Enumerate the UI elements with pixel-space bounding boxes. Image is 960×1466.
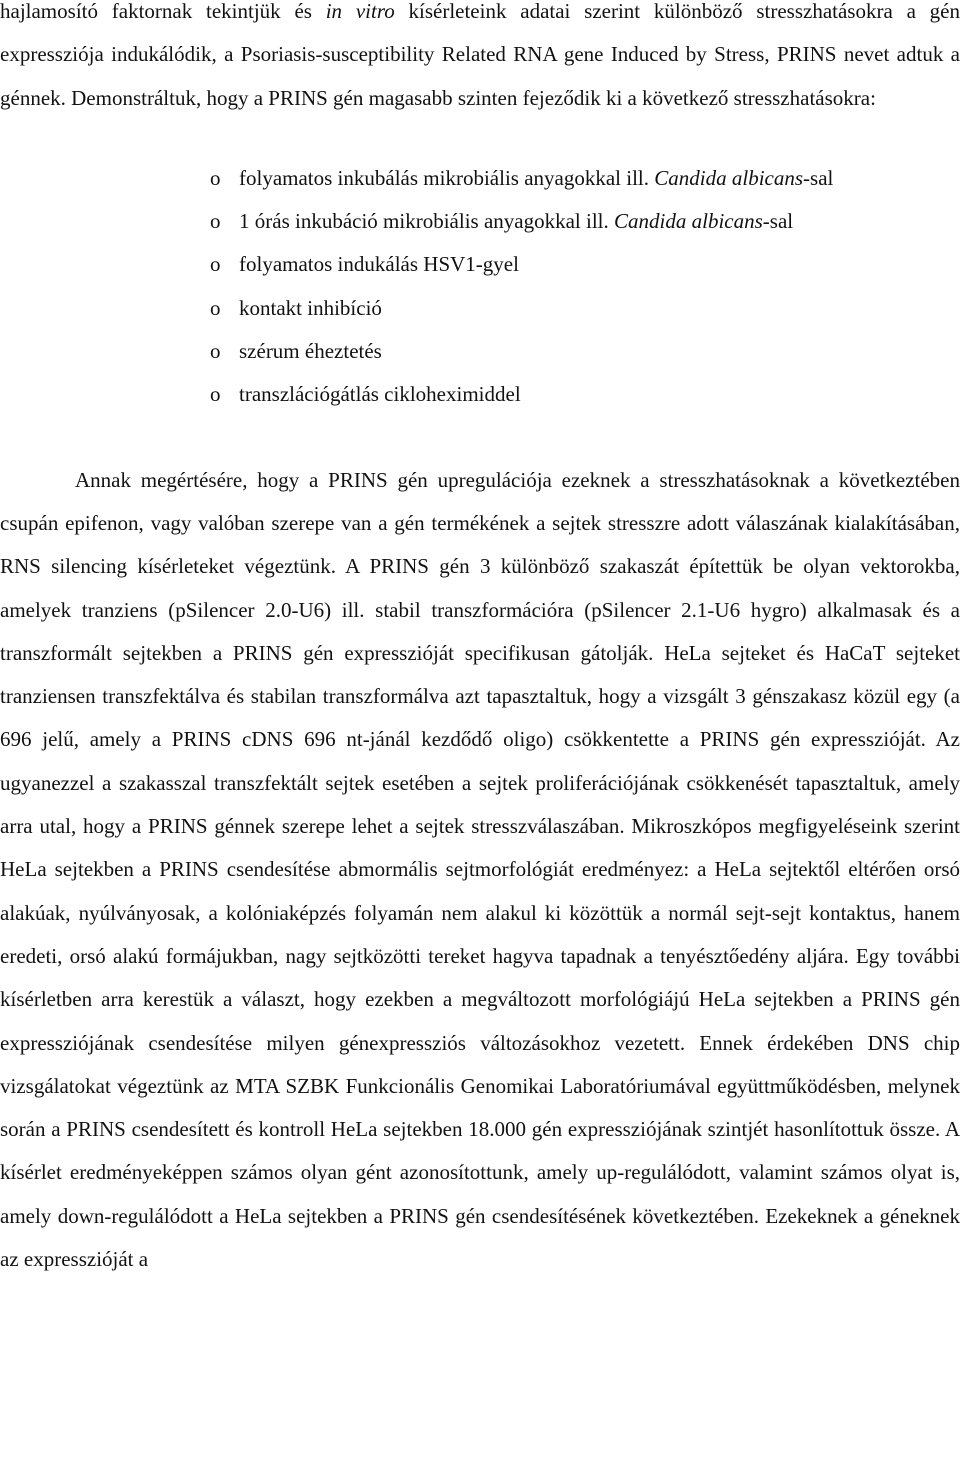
intro-italic-in-vitro: in vitro	[325, 0, 395, 23]
body-paragraph: Annak megértésére, hogy a PRINS gén upregulációja ezeknek a stresszhatásoknak a következtében csupán epifenon, vagy valóban szerepe van a gén termékének a sejtek stresszre adott válaszának kialakításában, RNS silencing kísérleteket végeztünk. A PRINS gén 3 különböző szakaszát építettük be olyan vektorokba, amelyek tranziens (pSilencer 2.0-U6) ill. stabil transzformációra (pSilencer 2.1-U6 hygro) alkalmasak és a transzformált sejtekben a PRINS gén expresszióját specifikusan gátolják. HeLa sejteket és HaCaT sejteket tranziensen transzfektálva és stabilan transzformálva azt tapasztaltuk, hogy a vizsgált 3 génszakasz közül egy (a 696 jelű, amely a PRINS cDNS 696 nt-jánál kezdődő oligo) csökkentette a PRINS gén expresszióját. Az ugyanezzel a szakasszal transzfektált sejtek esetében a sejtek proliferációjának csökkenését tapasztaltuk, amely arra utal, hogy a PRINS génnek szerepe lehet a sejtek stresszválaszában. Mikroszkópos megfigyeléseink szerint HeLa sejtekben a PRINS csendesítése abmormális sejtmorfológiát eredményez: a HeLa sejtektől eltérően orsó alakúak, nyúlványosak, a kolóniaképzés folyamán nem alakul ki közöttük a normál sejt-sejt kontaktus, hanem eredeti, orsó alakú formájukban, nagy sejtközötti tereket hagyva tapadnak a tenyésztőedény aljára. Egy további kísérletben arra kerestük a választ, hogy ezekben a megváltozott morfológiájú HeLa sejtekben a PRINS gén expressziójának csendesítése milyen génexpressziós változásokhoz vezetett. Ennek érdekében DNS chip vizsgálatokat végeztünk az MTA SZBK Funkcionális Genomikai Laboratóriumával együttműködésben, melynek során a PRINS csendesített és kontroll HeLa sejtekben 18.000 gén expressziójának szintjét hasonlítottuk össze. A kísérlet eredményeképpen számos olyan gént azonosítottunk, amely up-regulálódott, valamint számos olyat is, amely down-regulálódott a HeLa sejtekben a PRINS gén csendesítésének következtében. Ezekeknek a géneknek az expresszióját a	[0, 467, 960, 1272]
list-item-italic: Candida albicans	[614, 209, 763, 234]
list-bullet-icon: o	[210, 295, 221, 320]
list-item	[210, 243, 960, 286]
list-item-suffix: -sal	[803, 165, 834, 190]
intro-text-2: kísérleteink adatai szerint különböző stresszhatásokra a gén expressziója indukálódik, a Psoriasis-susceptibility Related RNA gene Induced by Stress, PRINS nevet adtuk a génnek. Demonstráltuk, hogy a PRINS gén magasabb szinten fejeződik ki a következő stresszhatásokra:	[0, 0, 960, 110]
intro-paragraph	[0, 0, 960, 120]
list-bullet-icon: o	[210, 252, 221, 277]
list-item-text: folyamatos inkubálás mikrobiális anyagokkal ill.	[239, 165, 655, 190]
list-item-text: 1 órás inkubáció mikrobiális anyagokkal ill.	[239, 209, 615, 234]
list-item-text: folyamatos indukálás HSV1-gyel	[239, 252, 519, 277]
list-item-text: szérum éheztetés	[239, 339, 382, 364]
list-item-text: transzlációgátlás cikloheximiddel	[239, 382, 521, 407]
list-item	[210, 330, 960, 373]
intro-text-1: hajlamosító faktornak tekintjük és	[0, 0, 326, 23]
list-bullet-icon: o	[210, 165, 221, 190]
stress-factor-list	[0, 157, 960, 417]
list-bullet-icon: o	[210, 339, 221, 364]
list-item-text: kontakt inhibíció	[239, 295, 382, 320]
list-bullet-icon: o	[210, 209, 221, 234]
list-bullet-icon: o	[210, 382, 221, 407]
list-item-italic: Candida albicans	[654, 165, 804, 190]
list-item-suffix: -sal	[762, 209, 794, 234]
list-item	[210, 373, 960, 416]
list-item	[210, 200, 960, 243]
list-item	[210, 287, 960, 330]
list-item	[210, 157, 960, 200]
